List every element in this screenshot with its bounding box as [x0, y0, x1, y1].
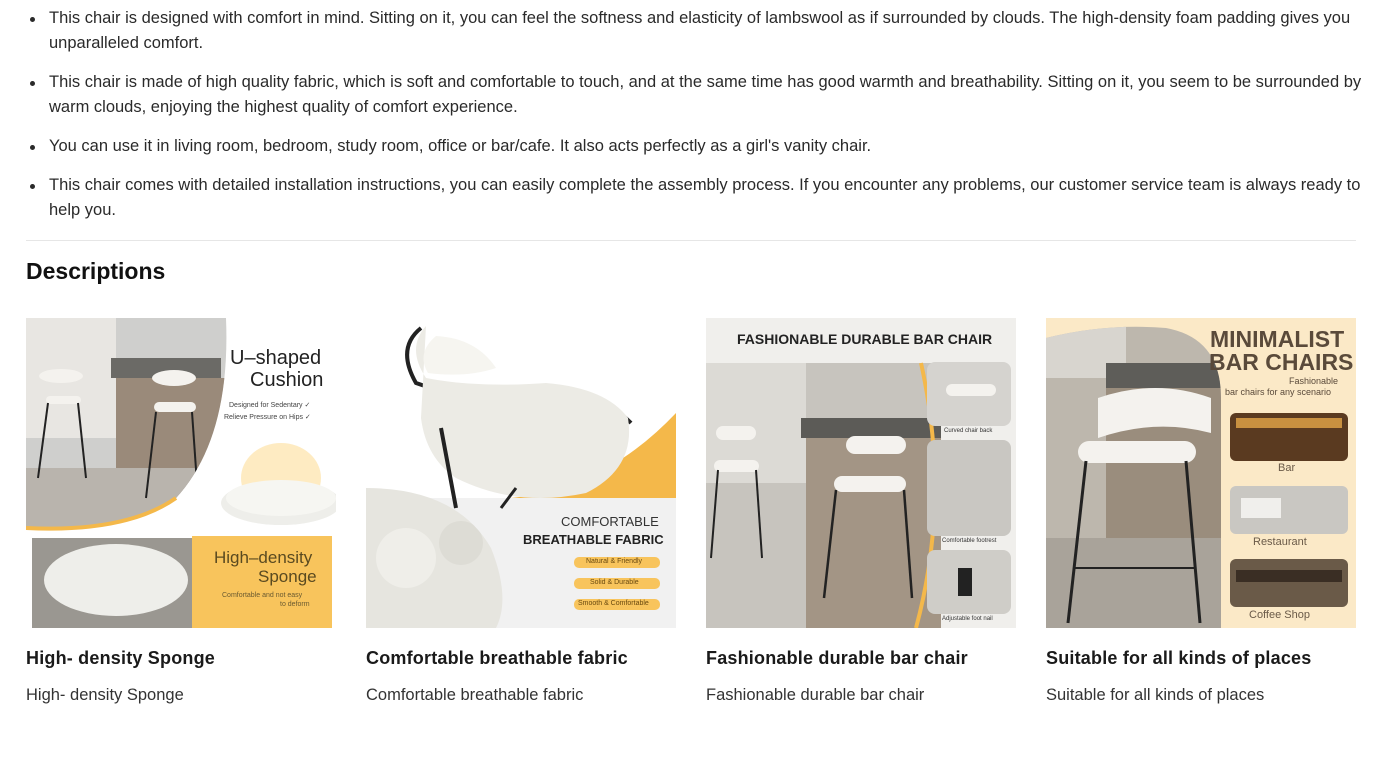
card-title: Fashionable durable bar chair	[706, 648, 968, 668]
image-note: Comfortable and not easy	[222, 592, 303, 599]
description-card	[26, 318, 336, 705]
card-description: High- density Sponge	[26, 686, 184, 704]
description-card	[1046, 318, 1356, 705]
sponge-cushion-image[interactable]	[26, 318, 336, 628]
image-heading: Sponge	[258, 567, 317, 586]
place-label-coffee-shop: Coffee Shop	[1249, 609, 1310, 621]
image-note: Designed for Sedentary ✓	[229, 402, 311, 409]
image-heading: High–density	[214, 548, 313, 567]
image-note: to deform	[280, 601, 310, 608]
image-note: Relieve Pressure on Hips ✓	[224, 414, 311, 421]
card-title: Comfortable breathable fabric	[366, 648, 628, 668]
image-subheading: bar chairs for any scenario	[1225, 387, 1332, 397]
image-tag: Natural & Friendly	[586, 558, 643, 565]
image-subheading: Fashionable	[1289, 376, 1339, 386]
feature-bullet-list	[26, 6, 1366, 237]
place-label-restaurant: Restaurant	[1253, 536, 1307, 548]
section-divider	[26, 240, 1356, 241]
image-caption: Adjustable foot nail	[942, 616, 993, 622]
description-cards	[26, 318, 1356, 718]
descriptions-heading: Descriptions	[26, 258, 166, 284]
image-heading: FASHIONABLE DURABLE BAR CHAIR	[737, 331, 993, 347]
image-caption: Comfortable footrest	[942, 538, 997, 544]
feature-bullet: This chair comes with detailed installation instructions, you can easily complete the assembly process. If you encounter any problems, our customer service team is always ready to help you.	[26, 173, 1366, 223]
image-tag: Solid & Durable	[590, 579, 639, 586]
image-tag: Smooth & Comfortable	[578, 600, 649, 607]
card-title: High- density Sponge	[26, 648, 216, 668]
description-card	[706, 318, 1016, 705]
image-heading: BREATHABLE FABRIC	[523, 532, 664, 547]
breathable-fabric-image[interactable]	[366, 318, 676, 628]
card-description: Suitable for all kinds of places	[1046, 686, 1265, 704]
image-heading: MINIMALIST	[1210, 326, 1345, 352]
minimalist-bar-chairs-image[interactable]	[1046, 318, 1356, 628]
image-heading: COMFORTABLE	[561, 514, 659, 529]
card-title: Suitable for all kinds of places	[1046, 648, 1312, 668]
feature-bullet: This chair is made of high quality fabric, which is soft and comfortable to touch, and at the same time has good warmth and breathability. Sitting on it, you seem to be surrounded by warm clouds, enjoying the highest quality of comfort experience.	[26, 70, 1366, 120]
card-description: Comfortable breathable fabric	[366, 686, 584, 704]
feature-bullet: You can use it in living room, bedroom, study room, office or bar/cafe. It also acts perfectly as a girl's vanity chair.	[26, 134, 1366, 159]
image-heading: U–shaped	[230, 347, 322, 369]
image-heading: Cushion	[250, 369, 324, 391]
card-description: Fashionable durable bar chair	[706, 686, 925, 704]
place-label-bar: Bar	[1278, 462, 1296, 474]
feature-bullet: This chair is designed with comfort in mind. Sitting on it, you can feel the softness and elasticity of lambswool as if surrounded by clouds. The high-density foam padding gives you unparalleled comfort.	[26, 6, 1366, 56]
description-card	[366, 318, 676, 705]
image-heading: BAR CHAIRS	[1209, 349, 1354, 375]
durable-bar-chair-image[interactable]	[706, 318, 1016, 628]
image-caption: Curved chair back	[944, 428, 993, 434]
